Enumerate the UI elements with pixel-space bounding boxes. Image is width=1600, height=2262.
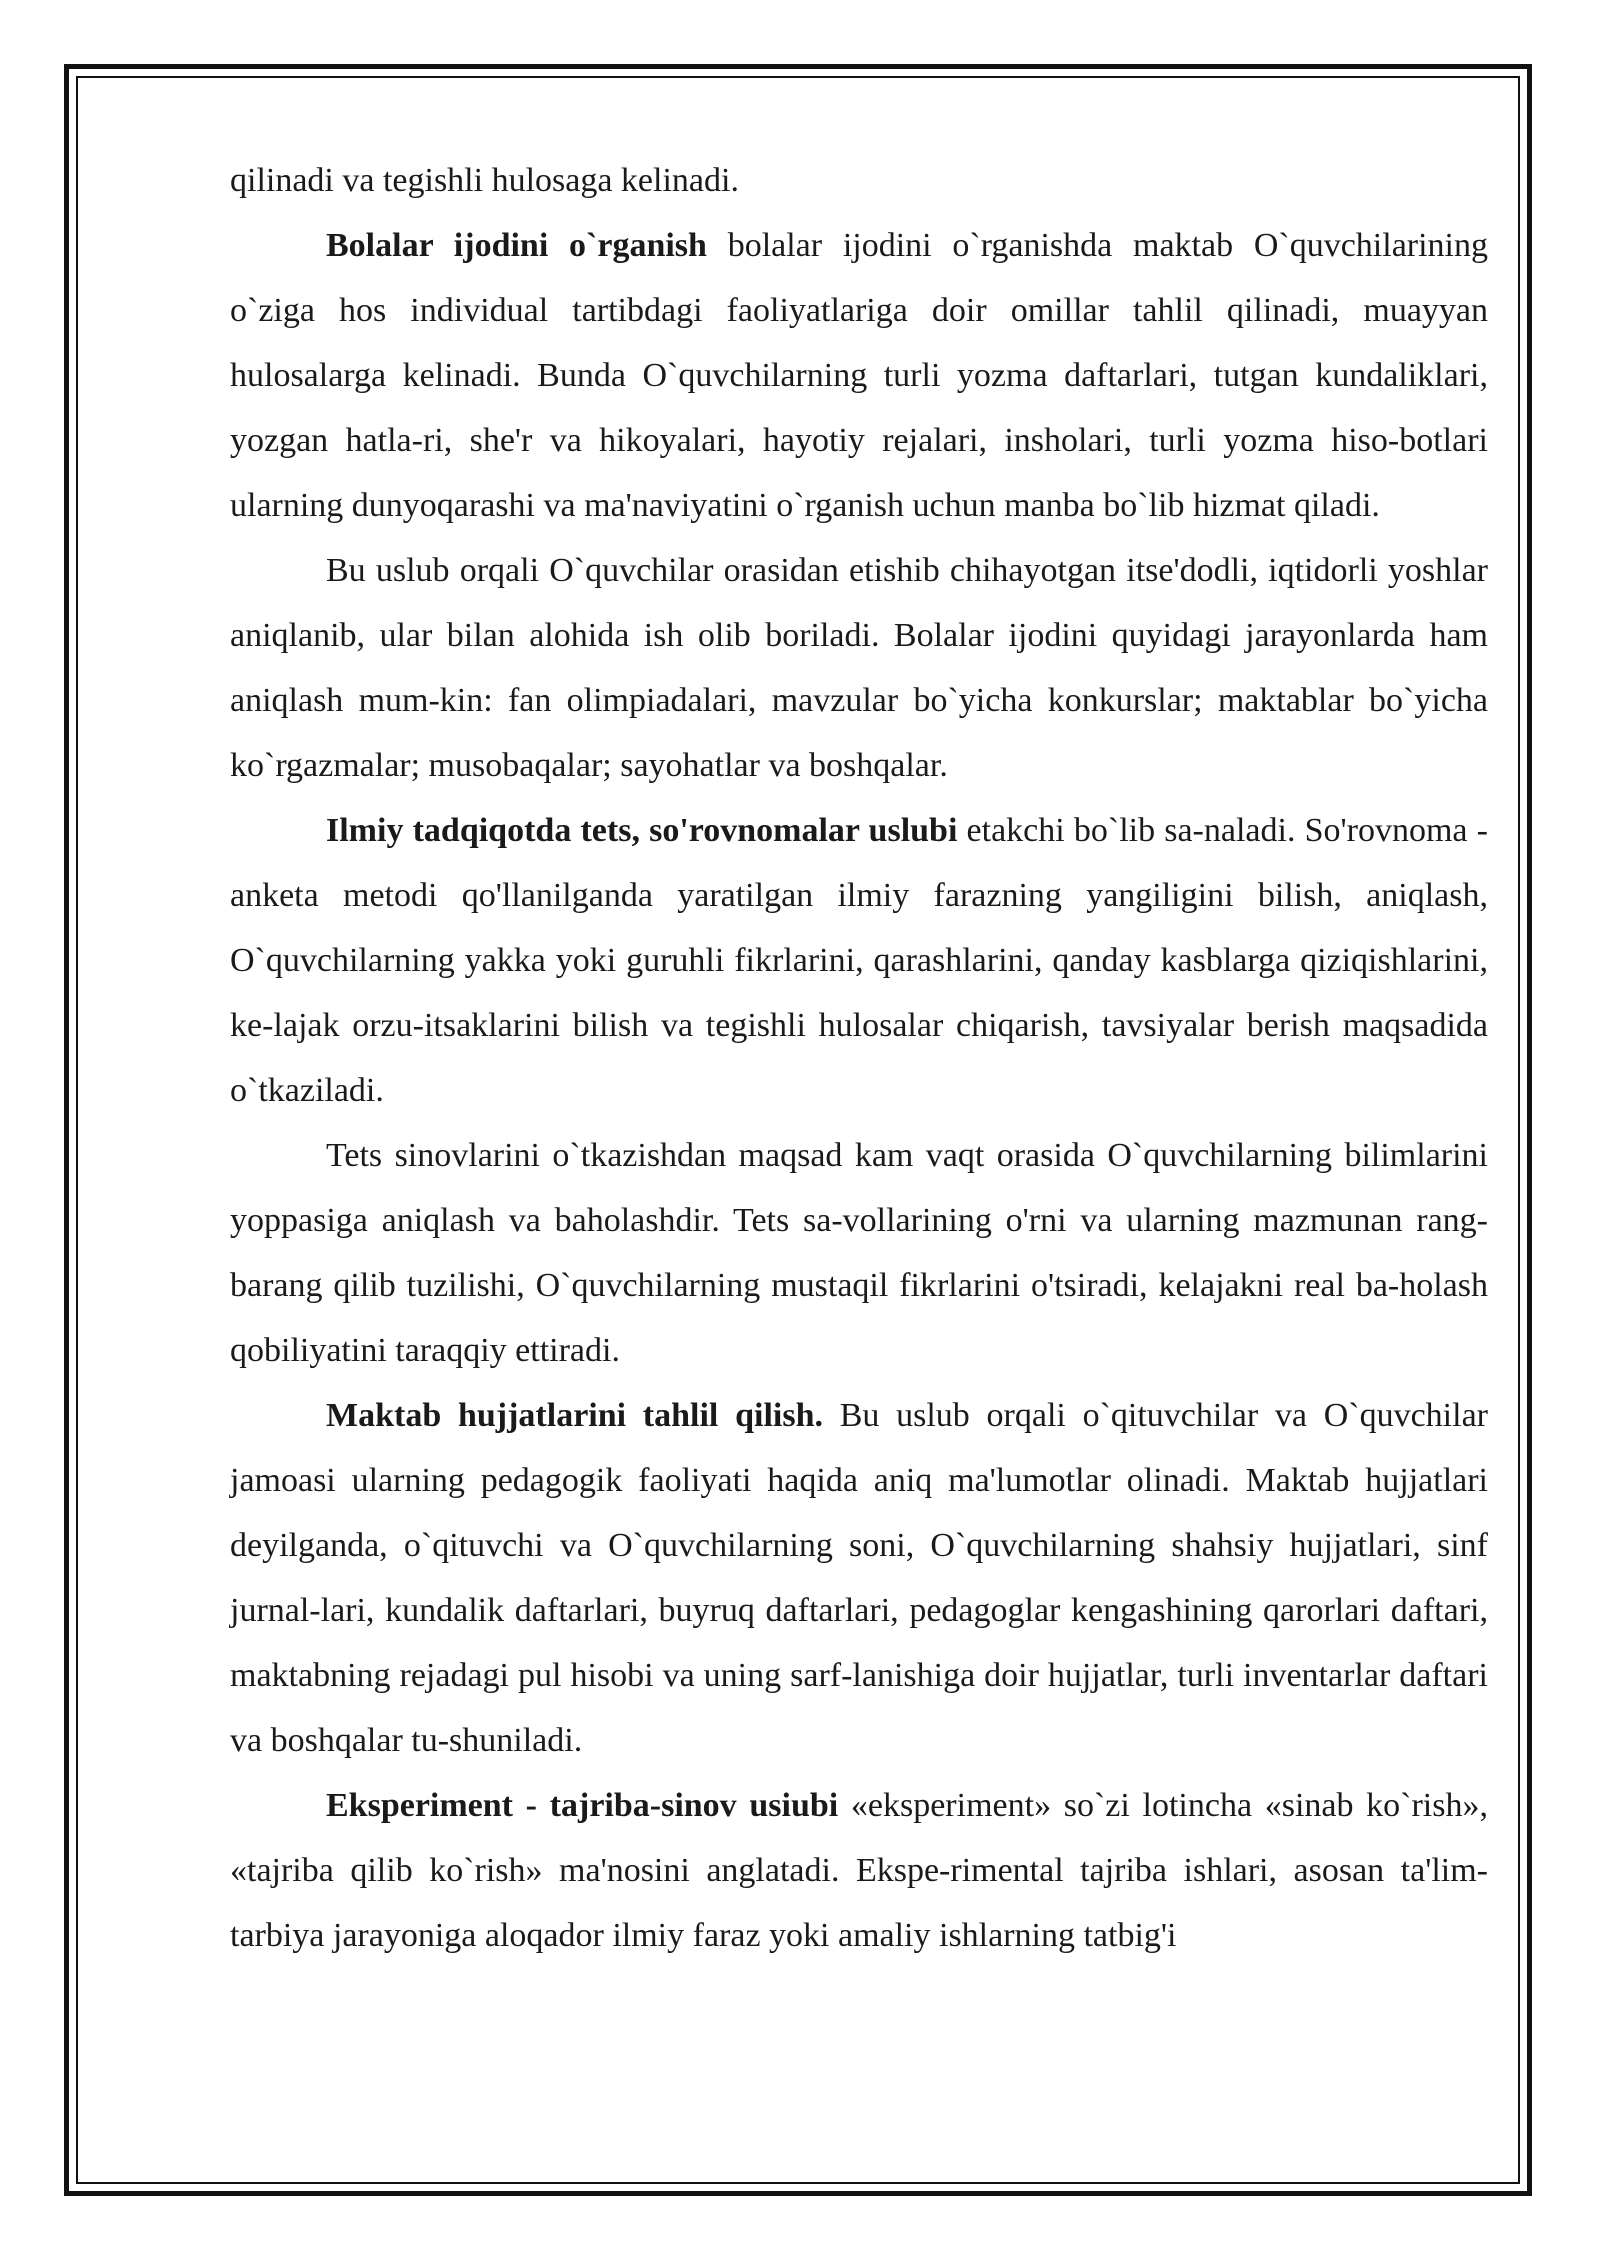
paragraph-lead: Maktab hujjatlarini tahlil qilish. [326,1397,823,1434]
paragraph-school-documents [230,1383,1488,1773]
paragraph-text: «eksperiment» so`zi lotincha «sinab ko`rish», «tajriba qilib ko`rish» ma'nosini anglatadi. Ekspe-rimental tajriba ishlari, asosan ta'lim-tarbiya jarayoniga aloqador ilmiy faraz yoki amaliy ishlarning tatbig'i [230,1787,1488,1954]
paragraph-lead: Bolalar ijodini o`rganish [326,227,707,264]
paragraph-lead: Ilmiy tadqiqotda tets, so'rovnomalar uslubi [326,812,958,849]
paragraph-text: etakchi bo`lib sa-naladi. So'rovnoma - anketa metodi qo'llanilganda yaratilgan ilmiy farazning yangiligini bilish, aniqlash, O`quvchilarning yakka yoki guruhli fikrlarini, qarashlarini, qanday kasblarga qiziqishlarini, ke-lajak orzu-itsaklarini bilish va tegishli hulosalar chiqarish, tavsiyalar berish maqsadida o`tkaziladi. [230,812,1488,1109]
paragraph-experiment [230,1773,1488,1968]
paragraph-continuation [230,148,1488,213]
paragraph-text: qilinadi va tegishli hulosaga kelinadi. [230,162,739,199]
paragraph-tests-surveys [230,798,1488,1123]
paragraph-text: bolalar ijodini o`rganishda maktab O`quvchilarining o`ziga hos individual tartibdagi faoliyatlariga doir omillar tahlil qilinadi, muayyan hulosalarga kelinadi. Bunda O`quvchilarning turli yozma daftarlari, tutgan kundaliklari, yozgan hatla-ri, she'r va hikoyalari, hayotiy rejalari, insholari, turli yozma hiso-botlari ularning dunyoqarashi va ma'naviyatini o`rganish uchun manba bo`lib hizmat qiladi. [230,227,1488,524]
paragraph-lead: Eksperiment - tajriba-sinov usiubi [326,1787,839,1824]
document-body [230,148,1488,1968]
paragraph-text: Tets sinovlarini o`tkazishdan maqsad kam vaqt orasida O`quvchilarning bilimlarini yoppasiga aniqlash va baholashdir. Tets sa-vollarining o'rni va ularning mazmunan rang-barang qilib tuzilishi, O`quvchilarning mustaqil fikrlarini o'tsiradi, kelajakni real ba-holash qobiliyatini taraqqiy ettiradi. [230,1137,1488,1369]
paragraph-method-description [230,538,1488,798]
paragraph-text: Bu uslub orqali O`quvchilar orasidan etishib chihayotgan itse'dodli, iqtidorli yoshlar aniqlanib, ular bilan alohida ish olib boriladi. Bolalar ijodini quyidagi jarayonlarda ham aniqlash mum-kin: fan olimpiadalari, mavzular bo`yicha konkurslar; maktablar bo`yicha ko`rgazmalar; musobaqalar; sayohatlar va boshqalar. [230,552,1488,784]
paragraph-children-creativity [230,213,1488,538]
paragraph-test-purpose [230,1123,1488,1383]
paragraph-text: Bu uslub orqali o`qituvchilar va O`quvchilar jamoasi ularning pedagogik faoliyati haqida aniq ma'lumotlar olinadi. Maktab hujjatlari deyilganda, o`qituvchi va O`quvchilarning soni, O`quvchilarning shahsiy hujjatlari, sinf jurnal-lari, kundalik daftarlari, buyruq daftarlari, pedagoglar kengashining qarorlari daftari, maktabning rejadagi pul hisobi va uning sarf-lanishiga doir hujjatlar, turli inventarlar daftari va boshqalar tu-shuniladi. [230,1397,1488,1759]
